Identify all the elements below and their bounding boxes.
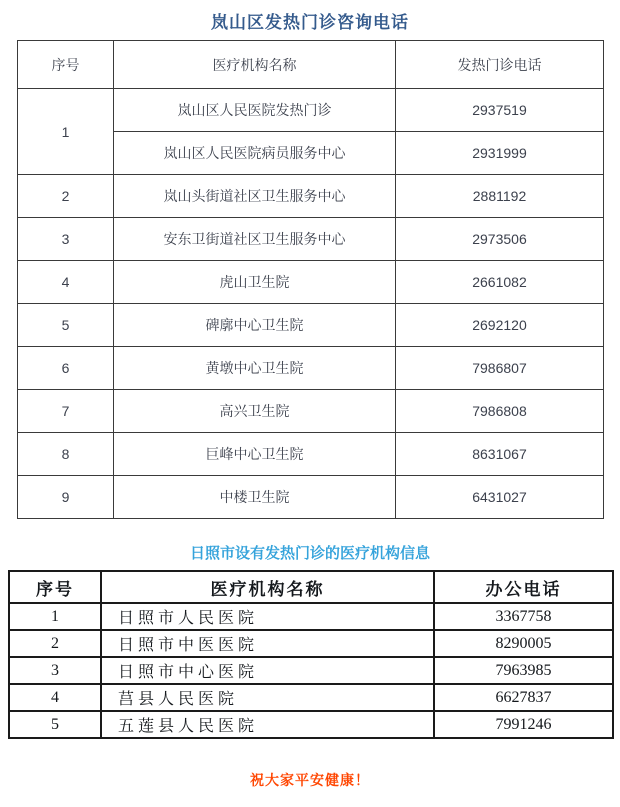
table-row (18, 175, 604, 218)
table-row (9, 603, 613, 630)
header-serial-number: 序号 (9, 571, 101, 603)
fever-clinic-phone-table (17, 40, 604, 519)
table-header-row (18, 41, 604, 89)
header-institution-name: 医疗机构名称 (101, 571, 434, 603)
cell-institution-name: 日照市中心医院 (101, 657, 434, 684)
cell-phone: 7991246 (434, 711, 613, 738)
cell-institution-name: 虎山卫生院 (114, 261, 396, 304)
cell-serial-number: 4 (9, 684, 101, 711)
cell-serial-number: 4 (18, 261, 114, 304)
header-fever-clinic-phone: 发热门诊电话 (396, 41, 604, 89)
fever-clinic-table-title: 岚山区发热门诊咨询电话 (211, 13, 409, 32)
cell-phone: 6627837 (434, 684, 613, 711)
cell-serial-number: 3 (18, 218, 114, 261)
cell-institution-name: 日照市人民医院 (101, 603, 434, 630)
cell-institution-name: 中楼卫生院 (114, 476, 396, 519)
table-header-row (9, 571, 613, 603)
cell-phone: 6431027 (396, 476, 604, 519)
header-serial-number: 序号 (18, 41, 114, 89)
header-institution-name: 医疗机构名称 (114, 41, 396, 89)
cell-phone: 7986808 (396, 390, 604, 433)
closing-wish-text: 祝大家平安健康！ (250, 772, 370, 788)
table-row (9, 657, 613, 684)
cell-institution-name: 碑廓中心卫生院 (114, 304, 396, 347)
table-row (9, 684, 613, 711)
cell-serial-number: 5 (9, 711, 101, 738)
cell-phone: 2881192 (396, 175, 604, 218)
cell-phone: 7963985 (434, 657, 613, 684)
table-row (18, 218, 604, 261)
cell-institution-name: 岚山头街道社区卫生服务中心 (114, 175, 396, 218)
cell-phone: 2692120 (396, 304, 604, 347)
cell-phone: 2661082 (396, 261, 604, 304)
cell-institution-name: 黄墩中心卫生院 (114, 347, 396, 390)
cell-serial-number: 8 (18, 433, 114, 476)
cell-phone: 3367758 (434, 603, 613, 630)
cell-institution-name: 巨峰中心卫生院 (114, 433, 396, 476)
cell-phone: 8631067 (396, 433, 604, 476)
table-row (18, 476, 604, 519)
table-row (18, 433, 604, 476)
table-row (18, 304, 604, 347)
cell-phone: 2931999 (396, 132, 604, 175)
cell-serial-number: 9 (18, 476, 114, 519)
table-row (18, 390, 604, 433)
cell-serial-number: 5 (18, 304, 114, 347)
table-row (9, 630, 613, 657)
table-row (18, 261, 604, 304)
cell-phone: 7986807 (396, 347, 604, 390)
cell-institution-name: 莒县人民医院 (101, 684, 434, 711)
cell-institution-name: 五莲县人民医院 (101, 711, 434, 738)
cell-institution-name: 岚山区人民医院发热门诊 (114, 89, 396, 132)
cell-serial-number: 2 (18, 175, 114, 218)
cell-serial-number: 7 (18, 390, 114, 433)
cell-serial-number: 3 (9, 657, 101, 684)
header-office-phone: 办公电话 (434, 571, 613, 603)
office-phone-table (8, 570, 614, 739)
cell-serial-number: 1 (18, 89, 114, 175)
cell-institution-name: 安东卫街道社区卫生服务中心 (114, 218, 396, 261)
cell-phone: 8290005 (434, 630, 613, 657)
cell-phone: 2937519 (396, 89, 604, 132)
table-row (18, 347, 604, 390)
table-row (9, 711, 613, 738)
table-row (18, 89, 604, 132)
cell-institution-name: 高兴卫生院 (114, 390, 396, 433)
cell-serial-number: 6 (18, 347, 114, 390)
cell-institution-name: 日照市中医医院 (101, 630, 434, 657)
no-fever-clinic-table-title: 日照市设有发热门诊的医疗机构信息 (189, 545, 430, 562)
cell-serial-number: 2 (9, 630, 101, 657)
cell-phone: 2973506 (396, 218, 604, 261)
cell-institution-name: 岚山区人民医院病员服务中心 (114, 132, 396, 175)
cell-serial-number: 1 (9, 603, 101, 630)
